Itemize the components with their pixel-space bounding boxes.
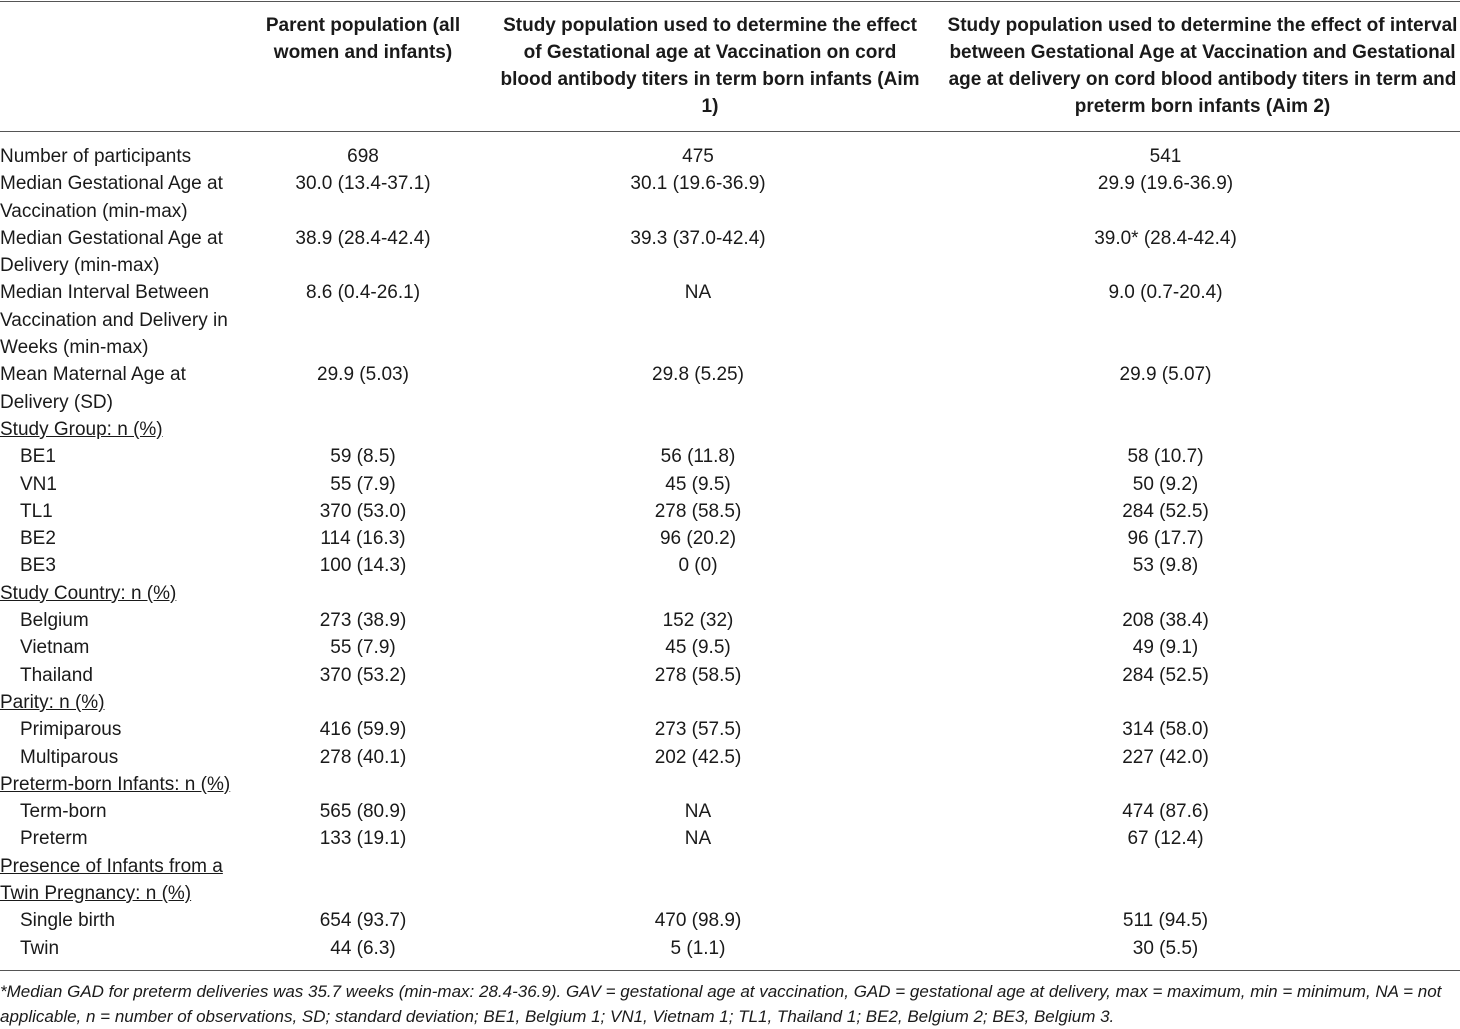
header-parent-population: Parent population (all women and infants)	[265, 15, 461, 63]
table-row	[0, 607, 1460, 634]
cell-parent: 55 (7.9)	[330, 637, 396, 659]
cell-parent: 654 (93.7)	[319, 910, 407, 932]
cell-aim2: 541	[1149, 146, 1182, 167]
group-row	[0, 853, 1460, 908]
bottom-rule	[0, 970, 1460, 971]
cell-aim2: 30 (5.5)	[1132, 937, 1199, 959]
cell-parent: 55 (7.9)	[330, 473, 396, 495]
table-row	[0, 634, 1460, 661]
cell-aim2: 67 (12.4)	[1127, 828, 1204, 850]
table-footnote: *Median GAD for preterm deliveries was 35.7 weeks (min-max: 28.4-36.9). GAV = gestational age at vaccination, GAD = gestational age at delivery, max = maximum, min = minimum, NA = not applicable, n = number of observations, SD; standard deviation; BE1, Belgium 1; VN1, Vietnam 1; TL1, Thailand 1; BE2, Belgium 2; BE3, Belgium 3.	[0, 982, 1442, 1026]
group-row	[0, 580, 1460, 607]
group-label-study-group: Study Group: n (%)	[0, 418, 163, 440]
top-rule	[0, 1, 1460, 2]
cell-aim1: 56 (11.8)	[660, 446, 736, 468]
row-label: Single birth	[20, 910, 116, 932]
cell-aim1: NA	[684, 282, 712, 304]
row-label: VN1	[20, 473, 57, 495]
cell-aim2: 53 (9.8)	[1132, 555, 1199, 577]
cell-aim1: 278 (58.5)	[654, 664, 742, 686]
group-label-parity: Parity: n (%)	[0, 691, 105, 713]
cell-aim1: 475	[682, 146, 714, 167]
table-row	[0, 798, 1460, 825]
cell-parent: 30.0 (13.4-37.1)	[295, 173, 431, 195]
cell-aim1: 45 (9.5)	[665, 473, 731, 495]
table-row	[0, 143, 1460, 170]
cell-aim2: 208 (38.4)	[1122, 610, 1209, 632]
cell-parent: 370 (53.2)	[319, 664, 407, 686]
table-row	[0, 552, 1460, 579]
group-label-preterm-born: Preterm-born Infants: n (%)	[0, 773, 231, 795]
cell-aim1: 470 (98.9)	[654, 910, 742, 932]
table-row	[0, 279, 1460, 361]
cell-parent: 100 (14.3)	[319, 555, 407, 577]
table-row	[0, 361, 1460, 416]
row-label: Median Interval Between Vaccination and Delivery in Weeks (min-max)	[0, 282, 228, 359]
group-row	[0, 689, 1460, 716]
cell-aim1: 30.1 (19.6-36.9)	[630, 173, 766, 195]
group-label-study-country: Study Country: n (%)	[0, 582, 177, 604]
table-row	[0, 443, 1460, 470]
table-row	[0, 825, 1460, 852]
row-label: TL1	[20, 500, 53, 522]
table-row	[0, 662, 1460, 689]
cell-aim1: 5 (1.1)	[670, 937, 726, 959]
cell-aim2: 284 (52.5)	[1122, 500, 1209, 522]
table-row	[0, 498, 1460, 525]
group-row	[0, 416, 1460, 443]
row-label: Median Gestational Age at Vaccination (min-max)	[0, 173, 223, 222]
cell-aim2: 50 (9.2)	[1132, 473, 1199, 495]
cell-aim1: 45 (9.5)	[665, 637, 731, 659]
table-row	[0, 225, 1460, 280]
cell-parent: 133 (19.1)	[319, 828, 407, 850]
row-label: Median Gestational Age at Delivery (min-max)	[0, 227, 223, 277]
cell-parent: 698	[347, 146, 379, 167]
table-row	[0, 744, 1460, 771]
cell-parent: 278 (40.1)	[319, 746, 407, 768]
cell-aim1: 202 (42.5)	[654, 746, 742, 768]
cell-parent: 29.9 (5.03)	[317, 364, 409, 386]
table-row	[0, 170, 1460, 225]
cell-parent: 44 (6.3)	[330, 937, 396, 959]
row-label: Multiparous	[20, 746, 119, 768]
cell-aim2: 58 (10.7)	[1127, 446, 1204, 468]
cell-aim1: 29.8 (5.25)	[652, 364, 744, 386]
group-label-twin-pregnancy: Presence of Infants from a Twin Pregnancy: n (%)	[0, 855, 223, 905]
group-row	[0, 771, 1460, 798]
row-label: Number of participants	[0, 146, 192, 167]
cell-parent: 416 (59.9)	[319, 719, 407, 741]
table-row	[0, 935, 1460, 962]
cell-aim2: 96 (17.7)	[1127, 528, 1204, 550]
cell-aim1: 278 (58.5)	[654, 500, 742, 522]
cell-aim2: 474 (87.6)	[1122, 801, 1209, 823]
header-rule	[0, 131, 1460, 132]
row-label: BE2	[20, 528, 56, 550]
cell-aim1: 0 (0)	[678, 555, 718, 577]
cell-aim1: NA	[684, 801, 712, 823]
cell-aim2: 29.9 (5.07)	[1119, 364, 1212, 386]
header-aim1-population: Study population used to determine the effect of Gestational age at Vaccination on cord blood antibody titers in term born infants (Aim 1)	[500, 15, 920, 117]
cell-parent: 38.9 (28.4-42.4)	[295, 227, 431, 249]
row-label: Preterm	[20, 828, 88, 850]
cell-parent: 273 (38.9)	[319, 610, 407, 632]
header-aim2-population: Study population used to determine the effect of interval between Gestational Age at Vaccination and Gestational age at delivery on cord blood antibody titers in term and preterm born infants (Aim 2)	[947, 15, 1458, 117]
cell-aim2: 29.9 (19.6-36.9)	[1097, 173, 1234, 195]
cell-aim1: 152 (32)	[662, 610, 734, 632]
cell-parent: 565 (80.9)	[319, 801, 407, 823]
cell-aim2: 227 (42.0)	[1122, 746, 1209, 768]
cell-aim1: NA	[684, 828, 712, 850]
table-row	[0, 716, 1460, 743]
row-label: Twin	[20, 937, 60, 959]
row-label: Thailand	[20, 664, 93, 686]
cell-aim2: 511 (94.5)	[1122, 910, 1209, 932]
cell-aim1: 39.3 (37.0-42.4)	[630, 227, 766, 249]
table-row	[0, 471, 1460, 498]
cell-parent: 114 (16.3)	[320, 528, 406, 550]
table-row	[0, 907, 1460, 934]
cell-aim2: 49 (9.1)	[1132, 637, 1199, 659]
table-row	[0, 525, 1460, 552]
row-label: Belgium	[20, 610, 89, 632]
row-label: Primiparous	[20, 719, 122, 741]
row-label: BE3	[20, 555, 56, 577]
row-label: Term-born	[20, 801, 107, 823]
cell-aim1: 273 (57.5)	[654, 719, 742, 741]
cell-aim2: 39.0* (28.4-42.4)	[1094, 227, 1237, 249]
characteristics-table	[0, 143, 1460, 962]
cell-parent: 370 (53.0)	[319, 500, 407, 522]
row-label: BE1	[20, 446, 56, 468]
row-label: Vietnam	[20, 637, 90, 659]
cell-aim2: 314 (58.0)	[1122, 719, 1209, 741]
cell-aim1: 96 (20.2)	[659, 528, 737, 550]
cell-parent: 8.6 (0.4-26.1)	[305, 282, 421, 304]
cell-parent: 59 (8.5)	[330, 446, 396, 468]
cell-aim2: 284 (52.5)	[1122, 664, 1209, 686]
cell-aim2: 9.0 (0.7-20.4)	[1108, 282, 1223, 304]
row-label: Mean Maternal Age at Delivery (SD)	[0, 364, 186, 413]
